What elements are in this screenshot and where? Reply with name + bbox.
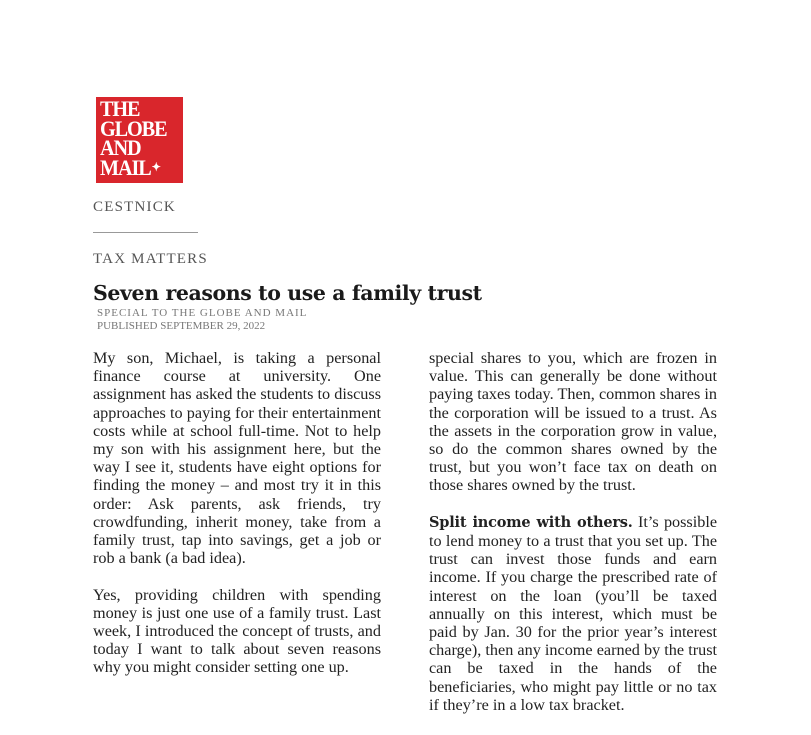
paragraph-body: It’s possible to lend money to a trust that you set up. The trust can invest those funds and earn income. If you charge the prescribed rate of interest on the loan (you’ll be taxed annually on this interest, which must be paid by Jan. 30 for the prior year’s interest charge), then any income earned by the trust can be taxed in the hands of the beneficiaries, who might pay little or no tax if they’re in a low tax bracket. xyxy=(429,512,718,714)
paragraph-with-lead xyxy=(429,513,717,714)
paragraph: special shares to you, which are frozen in value. This can generally be done without paying taxes today. Then, common shares in the corporation will be issued to a trust. As the assets in the corporation grow in value, so do the common shares owned by the trust, but you won’t face tax on death on those shares owned by the trust. xyxy=(429,349,717,495)
maple-leaf-icon: ✦ xyxy=(151,159,161,174)
byline: SPECIAL TO THE GLOBE AND MAIL xyxy=(97,307,308,319)
published-date: PUBLISHED SEPTEMBER 29, 2022 xyxy=(97,320,266,332)
article-column-left xyxy=(93,349,381,695)
article-column-right xyxy=(429,349,717,732)
paragraph: My son, Michael, is taking a personal finance course at university. One assignment has asked the students to discuss approaches to paying for their entertainment costs while at school full-time. Not to help my son with his assignment here, but the way I see it, students have eight options for finding the money – and most try it in this order: Ask parents, ask friends, try crowdfunding, inherit money, take from a family trust, tap into savings, get a job or rob a bank (a bad idea). xyxy=(93,349,381,568)
logo-line-and: AND xyxy=(100,135,141,160)
headline: Seven reasons to use a family trust xyxy=(93,281,482,305)
globe-and-mail-logo xyxy=(96,97,183,183)
paragraph-lead-in: Split income with others. xyxy=(429,513,633,531)
logo-line-globe: GLOBE xyxy=(100,115,167,141)
author-name: CESTNICK xyxy=(93,199,176,215)
logo-line-mail-wrap xyxy=(100,154,176,180)
logo-line-the: THE xyxy=(100,96,140,121)
paragraph: Yes, providing children with spending money is just one use of a family trust. Last week, I introduced the concept of trusts, and today I want to talk about seven reasons why you might consider setting one up. xyxy=(93,585,381,677)
divider xyxy=(93,232,198,233)
section-label: TAX MATTERS xyxy=(93,251,208,267)
logo-line-mail: MAIL xyxy=(100,154,151,180)
